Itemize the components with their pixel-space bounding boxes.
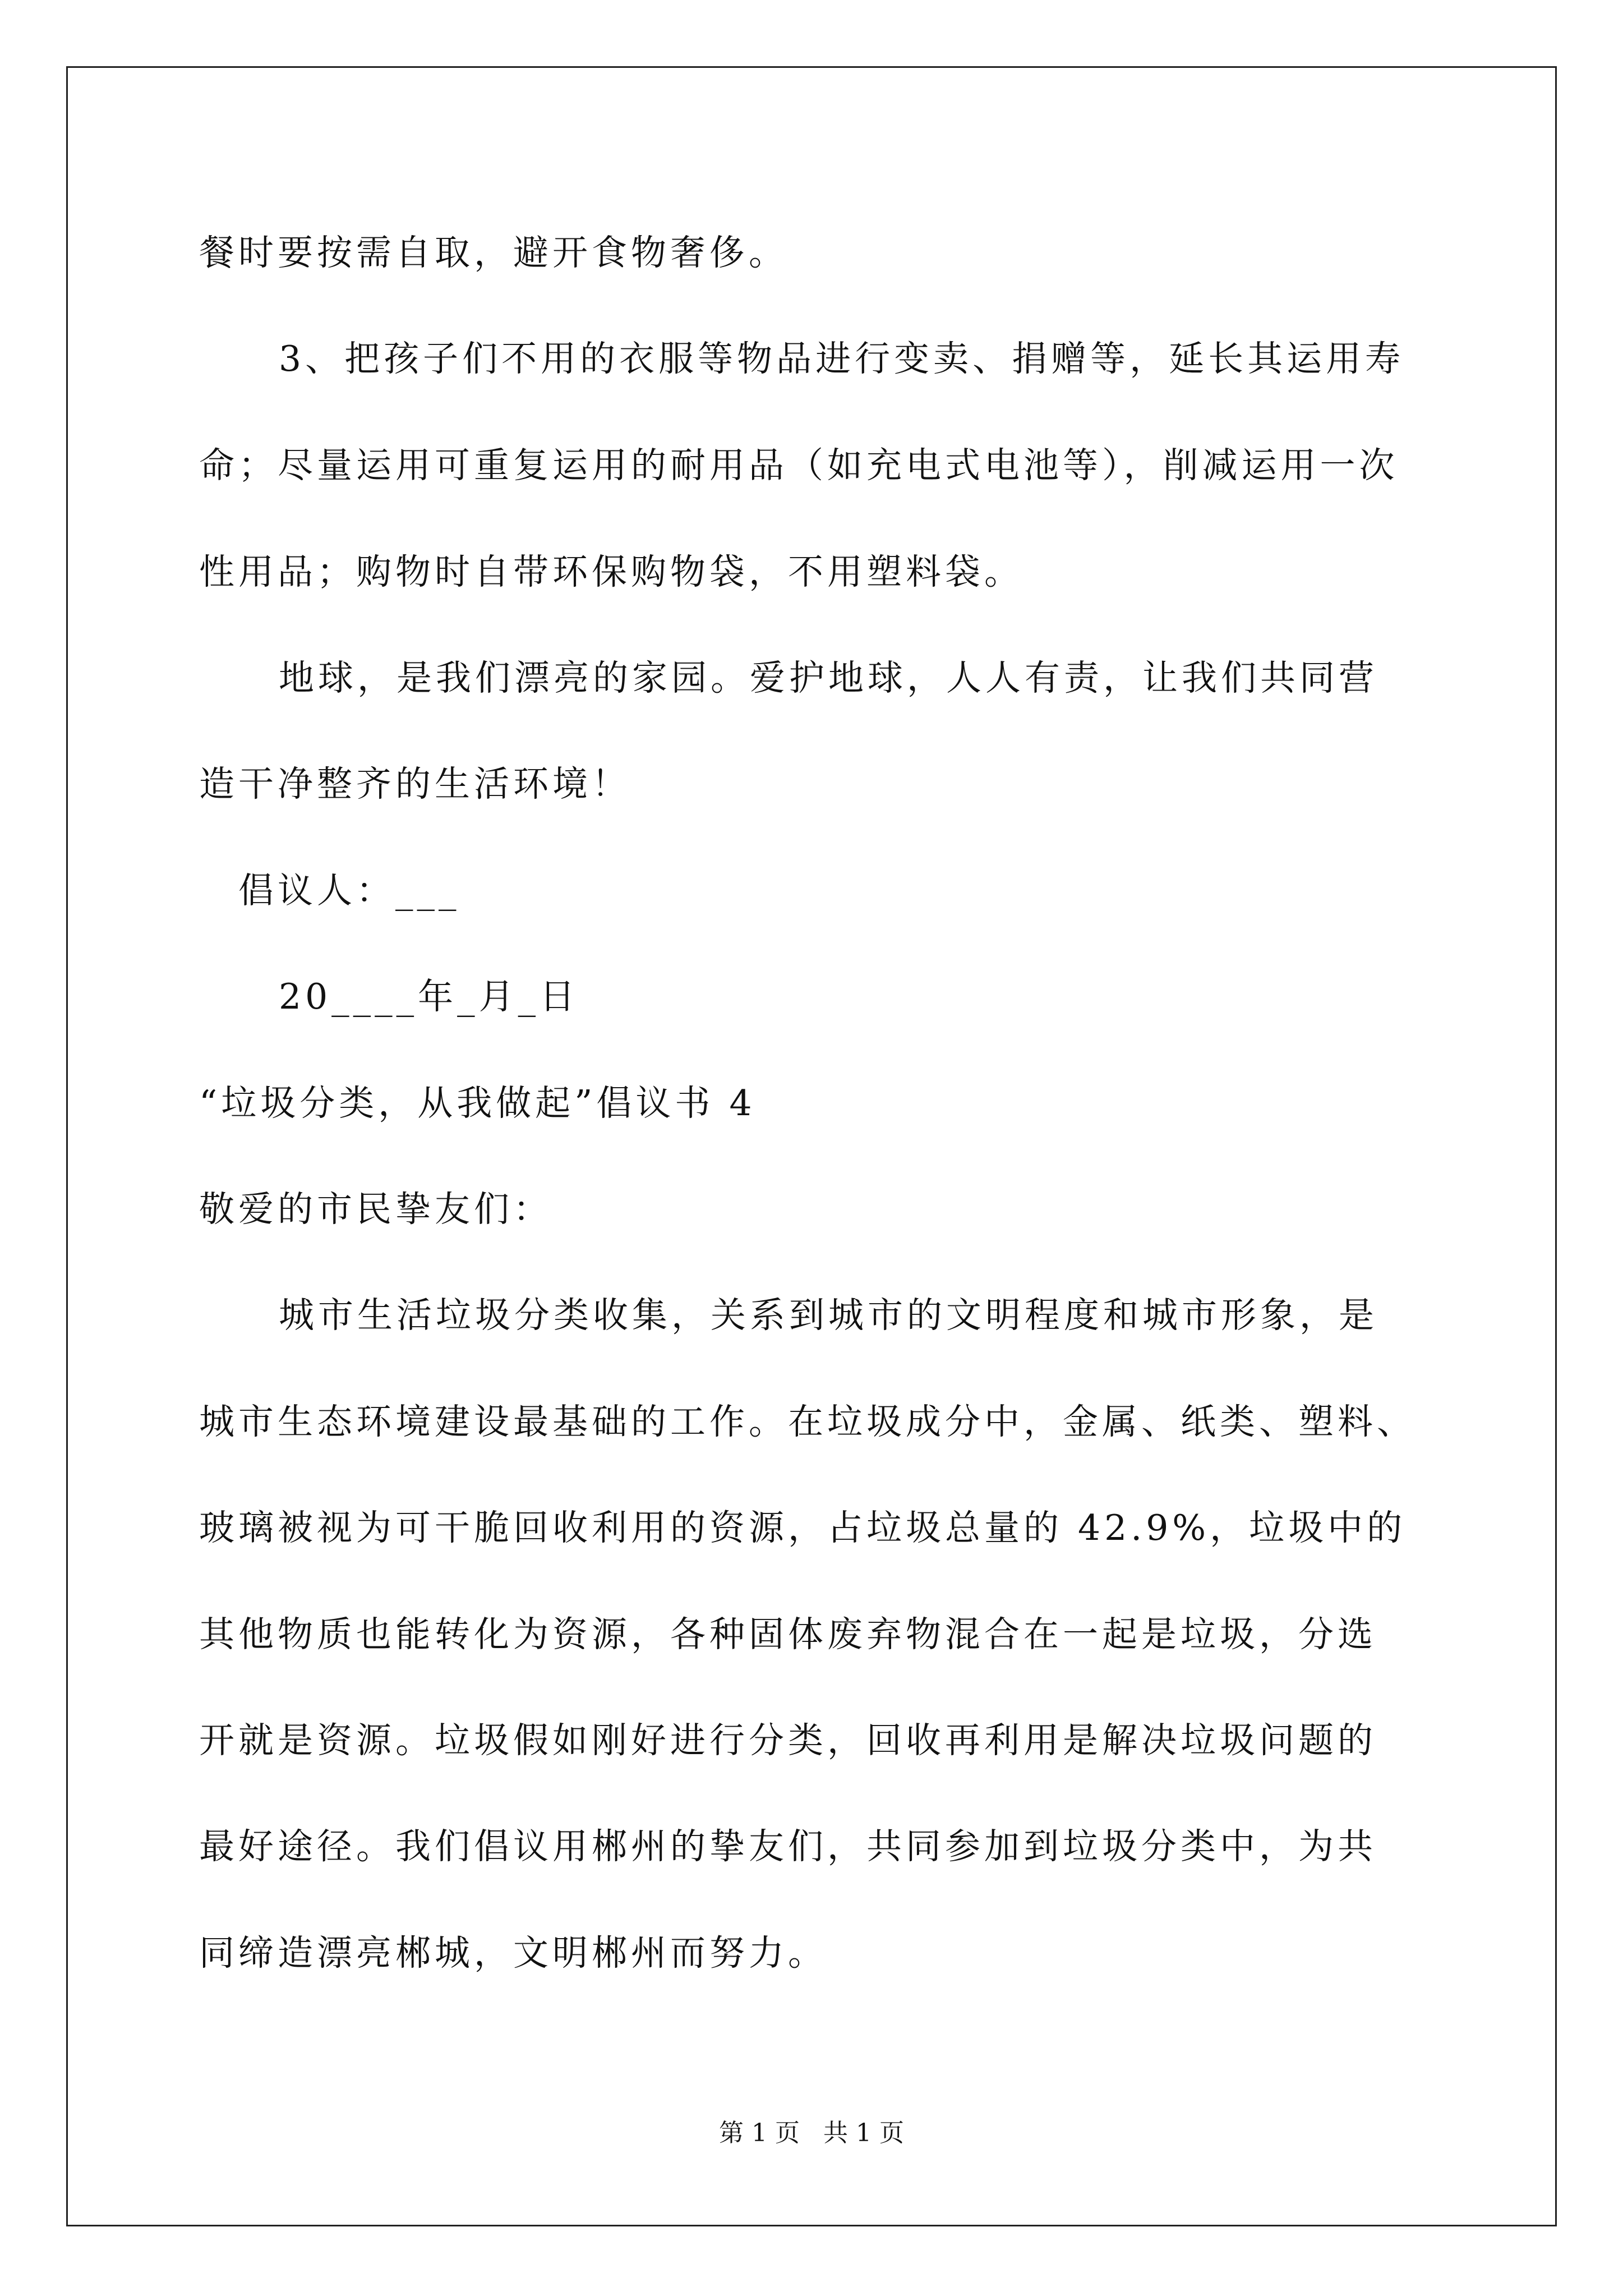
- text-line: 玻璃被视为可干脆回收利用的资源，占垃圾总量的 42.9%，垃圾中的: [199, 1507, 1407, 1548]
- text-line: 开就是资源。垃圾假如刚好进行分类，回收再利用是解决垃圾问题的: [199, 1720, 1377, 1761]
- text-line: 地球，是我们漂亮的家园。爱护地球，人人有责，让我们共同营: [279, 657, 1378, 698]
- text-line: 餐时要按需自取，避开食物奢侈。: [199, 232, 788, 273]
- text-line: 同缔造漂亮郴城，文明郴州而努力。: [199, 1932, 827, 1973]
- text-line: 最好途径。我们倡议用郴州的挚友们，共同参加到垃圾分类中，为共: [199, 1826, 1377, 1867]
- date-line: 20____年_月_日: [279, 976, 579, 1017]
- text-line: 造干净整齐的生活环境！: [199, 763, 631, 804]
- text-line: 性用品；购物时自带环保购物袋，不用塑料袋。: [199, 551, 1023, 592]
- page-footer: 第 1 页 共 1 页: [719, 2119, 904, 2147]
- text-line: 其他物质也能转化为资源，各种固体废弃物混合在一起是垃圾，分选: [199, 1614, 1377, 1655]
- text-line: 命；尽量运用可重复运用的耐用品（如充电式电池等），削减运用一次: [199, 445, 1399, 486]
- text-line: 城市生活垃圾分类收集，关系到城市的文明程度和城市形象，是: [279, 1295, 1378, 1336]
- salutation: 敬爱的市民挚友们：: [199, 1189, 552, 1230]
- text-line: 3、把孩子们不用的衣服等物品进行变卖、捐赠等，延长其运用寿: [279, 338, 1405, 379]
- section-title: “垃圾分类，从我做起”倡议书 4: [199, 1083, 756, 1124]
- page-border: [66, 66, 1557, 2226]
- signer-line: 倡议人：___: [238, 870, 460, 911]
- text-line: 城市生态环境建设最基础的工作。在垃圾成分中，金属、纸类、塑料、: [199, 1401, 1416, 1442]
